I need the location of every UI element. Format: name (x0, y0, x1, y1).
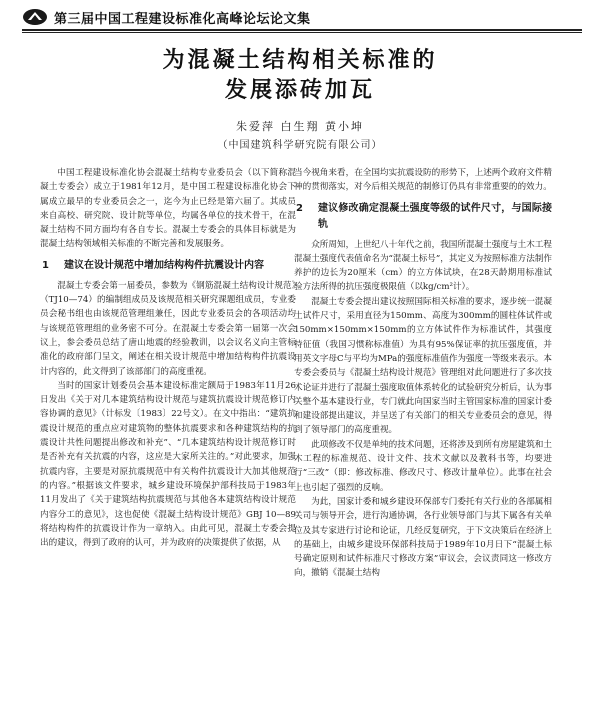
conference-logo-icon (22, 8, 48, 26)
section-2-title: 建议修改确定混凝土强度等级的试件尺寸，与国际接轨 (318, 202, 552, 230)
authors: 朱爱萍 白生翔 黄小坤 (236, 120, 364, 133)
running-header (22, 6, 582, 28)
paper-title (0, 46, 600, 106)
section-2-paragraph: 众所周知，上世纪八十年代之前，我国所混凝土强度与土木工程混凝土强度代表值命名为“混凝土标号”，其定义为按照标准方法制作养护的边长为20厘米（cm）的立方体试块，在28天龄期用标准试验方法所得的抗压强度极限值（以kg/cm²计）。 (294, 239, 553, 293)
conference-title: 第三届中国工程建设标准化高峰论坛论文集 (54, 11, 311, 27)
section-2-heading (294, 201, 552, 233)
affiliation: （中国建筑科学研究院有限公司） (217, 140, 383, 151)
header-rule (22, 29, 582, 31)
section-1-heading (40, 258, 296, 274)
section-2-paragraph: 为此，国家计委和城乡建设环保部专门委托有关行业的各部属相关司与领导开会，进行沟通协调，各行业领导部门与其下属各有关单位及其专家进行讨论和论证，几经反复研究，于下文决策后在经济上的基础上，由城乡建设环保部科技局于1989年10月日下“混凝土标号确定原则和试件标准尺寸修改方案”审议会，会议责同这一修改方向，撤销《混凝土结构 (294, 496, 552, 579)
section-2-paragraph: 此项修改不仅是单纯的技术问题，还将涉及到所有房屋建筑和土木工程的标准规范、设计文件、技术文献以及教科书等，均要进行“三改”（即：修改标准、修改尺寸、修改计量单位）。此事在社会上也引起了强烈的反响。 (294, 439, 552, 493)
header-rule-thin (22, 32, 582, 33)
title-line-1: 为混凝土结构相关标准的 (162, 48, 438, 73)
right-column (294, 166, 552, 581)
left-column (40, 166, 296, 550)
intro-paragraph: 中国工程建设标准化协会混凝土结构专业委员会（以下简称混凝土专委会）成立于1981年12月，是中国工程建设标准化协会下属成立最早的专业委员会之一，迄今为止已经是第六届了。其成员来自高校、研究院、设计院等单位，均属各单位的技术骨干，在混凝土结构不同方面均有各自专长。混凝土专委会的具体目标就是为混凝土结构领域相关标准的不断完善和发展服务。 (40, 168, 296, 250)
section-2-paragraph: 混凝土专委会提出建议按照国际相关标准的要求，逐步统一混凝土试件尺寸，采用直径为150mm、高度为300mm的圆柱体试件或150mm×150mm×150mm的立方体试件作为标准试件，其强度特征值（我国习惯称标准值）为具有95%保证率的抗压强度值，并用英文字母C与平均为MPa的强度标准值作为强度一等级来表示。本专委会委员与《混凝土结构设计规范》管理组对此问题进行了多次技术论证并进行了混凝土强度取值体系转化的试验研究分析后，认为事关整个基本建设行业，专门就此向国家当时主管国家标准的国家计委和建设部提出建议，并呈送了有关部门的相关专业委员会的意见，得到了领导部门的高度重视。 (294, 296, 552, 436)
continued-paragraph: 当今视角来看，在全国均实抗震设防的形势下，上述两个政府文件精神的贯彻落实，对今后相关规范的制修订仍具有非常重要的的效力。 (294, 168, 552, 193)
section-2-number: 2 (296, 202, 303, 214)
section-1-number: 1 (42, 259, 49, 271)
title-line-2: 发展添砖加瓦 (224, 78, 375, 103)
section-1-paragraph: 混凝土专委会第一届委员，参数为《钢筋混凝土结构设计规范》（TJ10—74）的编制组成员及该规范相关研究课题组成员，专业委员会秘书组也由该规范管理组兼任，因此专业委员会的各项活动均与该规范管理组的业务密不可分。在混凝土专委会第一届第一次会议上，参会委员总结了唐山地震的经验教训，以会议名义向主管标准化的政府部门呈文，阐述在相关设计规范中增加结构构件抗震设计内容的，此文得到了该部部门的高度重视。 (40, 280, 296, 377)
section-1-title: 建议在设计规范中增加结构构件抗震设计内容 (64, 259, 264, 271)
section-1-paragraph: 当时的国家计划委员会基本建设标准定额局于1983年11月26日发出《关于对几本建筑结构设计规范与建筑抗震设计规范修订内容协调的意见》（计标发〔1983〕22号文）。在文中指出：“建筑抗震设计规范的重点应对建筑物的整体抗震要求和各种建筑结构的抗震设计共性问题提出修改和补充”、“几本建筑结构设计规范修订时是否补充有关抗震的内容，这应是大家所关注的。”对此要求，加强抗震内容，主要是对原抗震规范中有关构件抗震设计大加其他规范的内容。”根据该文件要求，城乡建设环境保护部科技局于1983年11月发出了《关于建筑结构抗震规范与其他各本建筑结构设计规范内容分工的意见》，这也促使《混凝土结构设计规范》GBJ 10—89将结构构件的抗震设计作为一章纳入。由此可见，混凝土专委会提出的建议，得到了政府的认可，并为政府的决策提供了依据，从 (40, 380, 296, 549)
